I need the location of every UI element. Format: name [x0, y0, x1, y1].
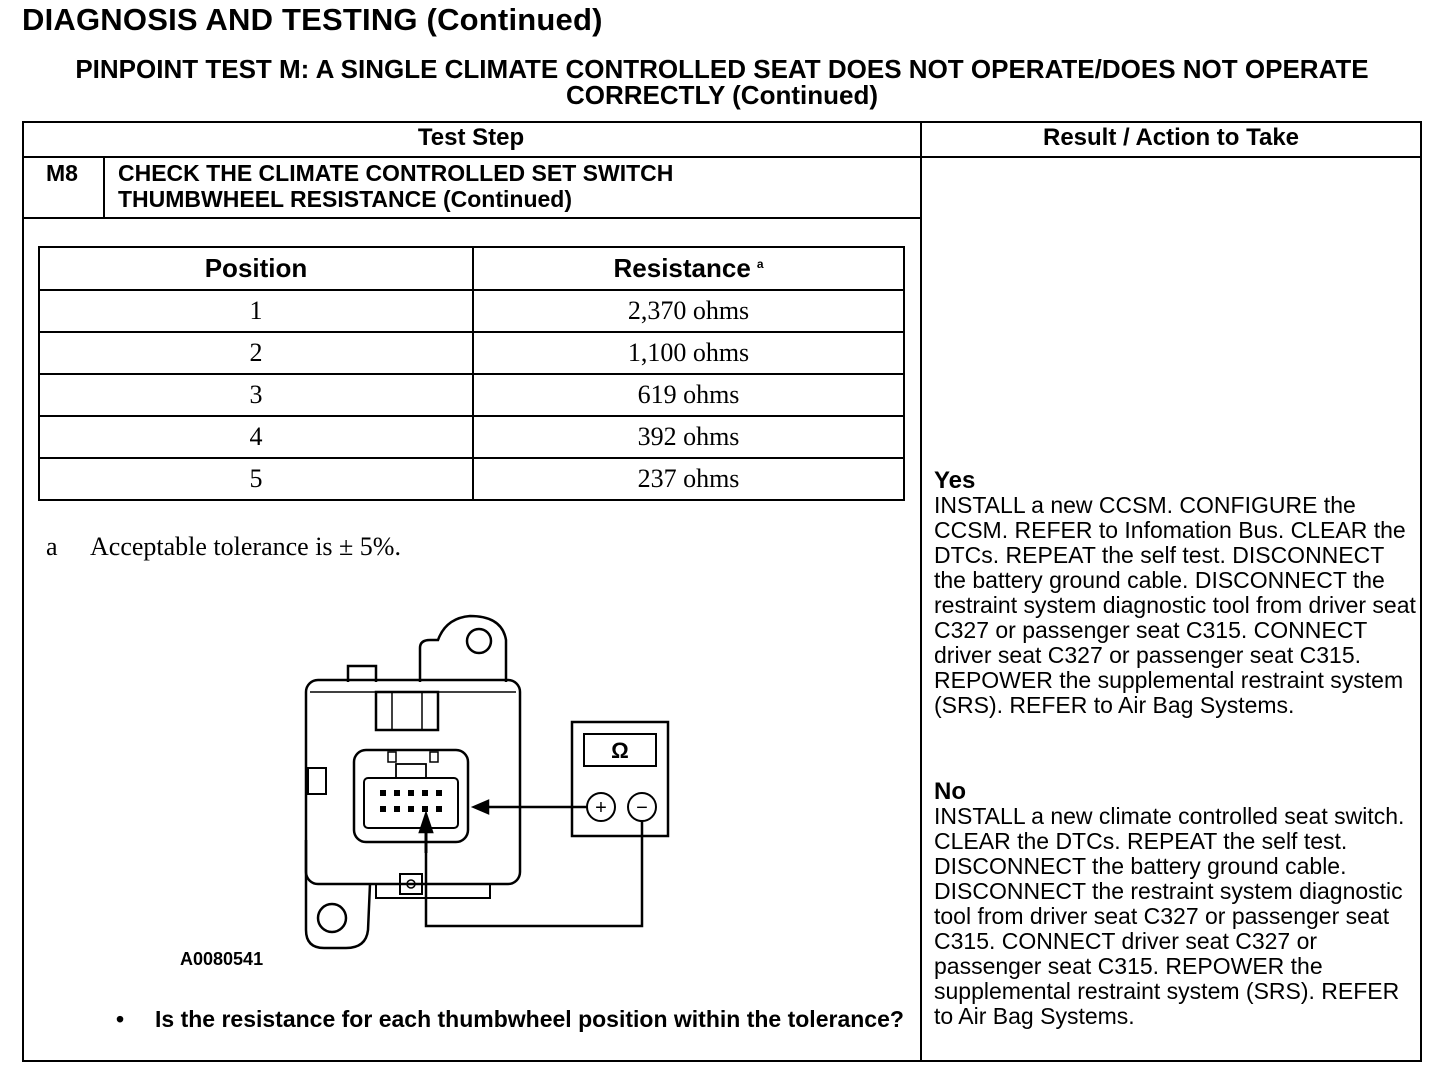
mounting-tab-top: [420, 616, 506, 682]
footnote-text: Acceptable tolerance is ± 5%.: [90, 532, 401, 561]
resistance-header: Resistance $^a$: [473, 247, 904, 290]
resistance-cell: 392 ohms: [473, 416, 904, 458]
minus-icon: −: [636, 797, 648, 819]
position-header: Position: [39, 247, 473, 290]
step-id: M8: [46, 160, 78, 186]
resistance-cell: 619 ohms: [473, 374, 904, 416]
position-cell: 1: [39, 290, 473, 332]
result-no: [934, 779, 1420, 1029]
diagram-id: A0080541: [180, 949, 264, 969]
step-divider: [22, 217, 921, 219]
column-divider: [920, 121, 922, 1062]
probe-positive: [474, 801, 488, 813]
footnote-marker: a: [756, 257, 764, 271]
connector-pins: [380, 790, 442, 812]
switch-resistance-diagram: [180, 600, 700, 980]
resistance-cell: 237 ohms: [473, 458, 904, 500]
mounting-hole-icon: [467, 629, 491, 653]
table-row: [39, 416, 904, 458]
no-label: No: [934, 778, 966, 805]
housing-window: [376, 692, 438, 730]
switch-housing: [306, 680, 520, 884]
page-title: DIAGNOSIS AND TESTING (Continued): [22, 2, 603, 37]
yes-action: INSTALL a new CCSM. CONFIGURE the CCSM. REFER to Infomation Bus. CLEAR the DTCs. REPEAT the self test. DISCONNECT the battery ground cable. DISCONNECT the restraint system diagnostic tool from driver seat C327 or passenger seat C315. CONNECT driver seat C327 or passenger seat C315. REPOWER the supplemental restraint system (SRS). REFER to Air Bag Systems.: [934, 492, 1416, 718]
footnote: [46, 532, 401, 562]
yes-label: Yes: [934, 467, 976, 494]
mounting-hole-icon: [318, 904, 346, 932]
test-question: Is the resistance for each thumbwheel position within the tolerance?: [155, 1006, 904, 1032]
plus-icon: +: [595, 797, 607, 819]
table-row: [39, 332, 904, 374]
position-cell: 4: [39, 416, 473, 458]
result-header: Result / Action to Take: [1042, 124, 1300, 151]
position-cell: 3: [39, 374, 473, 416]
resistance-table: [38, 246, 905, 501]
side-clip: [308, 768, 326, 794]
probe-negative: [420, 814, 432, 832]
resistance-cell: 2,370 ohms: [473, 290, 904, 332]
resistance-table-header: [39, 247, 904, 290]
table-row: [39, 290, 904, 332]
test-step-header: Test Step: [417, 124, 525, 151]
position-cell: 5: [39, 458, 473, 500]
step-id-divider: [103, 157, 105, 218]
table-row: [39, 374, 904, 416]
resistance-cell: 1,100 ohms: [473, 332, 904, 374]
step-title: CHECK THE CLIMATE CONTROLLED SET SWITCH THUMBWHEEL RESISTANCE (Continued): [118, 160, 674, 212]
bullet: •: [116, 1006, 125, 1032]
pinpoint-test-title: PINPOINT TEST M: A SINGLE CLIMATE CONTROLLED SEAT DOES NOT OPERATE/DOES NOT OPERATE CORRECTLY (Continued): [75, 54, 1369, 110]
ohm-symbol-icon: Ω: [611, 738, 629, 763]
result-yes: [934, 468, 1420, 718]
table-row: [39, 458, 904, 500]
no-action: INSTALL a new climate controlled seat switch. CLEAR the DTCs. REPEAT the self test. DISCONNECT the battery ground cable. DISCONNECT the restraint system diagnostic tool from driver seat C327 or passenger seat C315. CONNECT driver seat C327 or passenger seat C315. REPOWER the supplemental restraint system (SRS). REFER to Air Bag Systems.: [934, 803, 1405, 1029]
position-cell: 2: [39, 332, 473, 374]
footnote-letter: a: [46, 532, 58, 561]
